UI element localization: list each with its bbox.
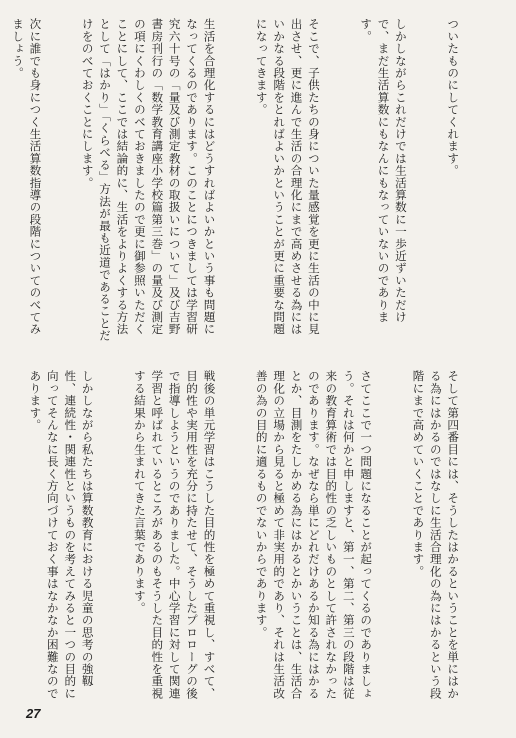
paragraph: そして第四番目には、そうしたはかるということを単にはかる為にはかるのではなしに生活合理化の為にはかるという段階にまで高めていくことであります。 [411,370,461,700]
paragraph: そこで、子供たちの身についた量感覚を更に生活の中に見出させ、更に進んで生活の合理化にまで高めさせる為にはいかなる段階をとればよいかということが更に重要な問題になってきます。 [254,18,321,336]
paragraph: 戦後の単元学習はこうした目的性を極めて重視し、すべて、目的性や実用性を充分に持たせて、そうしたプロローグの後で指導しようというのでありました。中心学習に対して関連学習と呼ばれているところがあるのもそうした目的性を重視する結果から生まれてきた言葉であります。 [132,370,217,700]
paragraph: しかしながら私たちは算数教育における児童の思考の強靱性、連続性・関連性というものを考えてみると一つの目的に向ってそんなに長く方向づけておく事はなかなか困難なのであります。 [28,370,95,700]
upper-text-column [11,18,496,346]
page-number: 27 [26,706,41,721]
paragraph: 次に誰でも身につく生活算数指導の段階についてのべてみましょう。 [11,18,43,336]
paragraph: しかしながらこれだけでは生活算数に一歩近ずいただけで、まだ生活算数にもなんにもなっていないのであります。 [359,18,408,323]
paragraph: 生活を合理化するにはどうすればよいかという事も問題になってくるのであります。このことにつきましては学習研究六十号の「量及び測定教材の取扱いについて」及び吉野書房刊行の「数学教育講座小学校篇第三巻」の量及び測定の項にくわしくのべておきましたので更に御参照いただくことにして、ここでは結論的に、生活をよりよくする方法として「はかり」「くらべる」方法が最も近道であることだけをのべておくことにします。 [80,18,217,342]
lower-text-column [24,370,496,700]
paragraph: ついたものにしてくれます。 [446,18,461,177]
paragraph: さてここで一つ問題になることが起ってくるのでありましょう。それは何かと申しますと、第一、第二、第三の段階は従来の教育算術では目的性の乏しいものとして許されなかったのであります。なぜなら単にどれだけあるか知る為にはかるとか、目測をたしかめる為にはかるとかいうことは、生活合理化の立場から見ると極めて非実用的であり、それは生活改善の為の目的に適るものでないからであります。 [254,370,374,700]
